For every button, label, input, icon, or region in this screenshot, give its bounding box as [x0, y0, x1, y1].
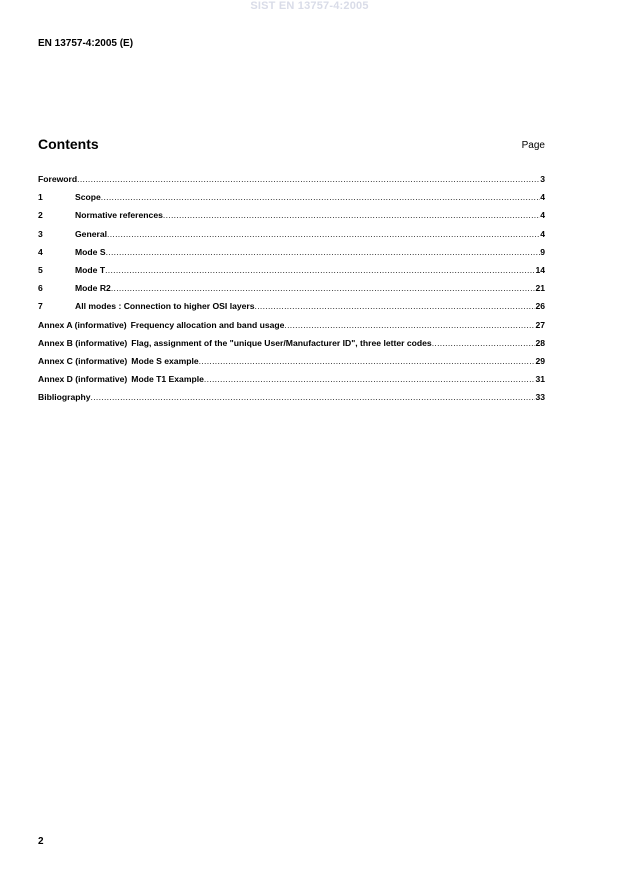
toc-dot-leader [163, 210, 540, 220]
toc-entry-page: 21 [535, 283, 545, 294]
toc-entry[interactable] [38, 210, 545, 228]
toc-entry[interactable] [38, 283, 545, 301]
toc-entry[interactable] [38, 247, 545, 265]
toc-entry-number: Annex D (informative) [38, 374, 128, 385]
toc-entry-number: 4 [38, 246, 43, 257]
toc-entry-page: 26 [535, 301, 545, 312]
toc-entry-page: 27 [535, 319, 545, 330]
toc-entry-number: 1 [38, 192, 43, 203]
toc-dot-leader [111, 283, 536, 293]
toc-entry-page: 4 [540, 228, 545, 239]
toc-entry[interactable] [38, 320, 545, 338]
toc-entry-number: Annex B (informative) [38, 337, 128, 348]
toc-entry-title: Mode T [75, 264, 106, 275]
toc-entry-page: 4 [540, 210, 545, 221]
toc-entry-number: Annex A (informative) [38, 319, 127, 330]
toc-entry-page: 9 [540, 246, 545, 257]
toc-entry-title: Normative references [75, 210, 163, 221]
toc-entry-page: 14 [535, 264, 545, 275]
toc-dot-leader [105, 265, 535, 275]
toc-entry-title: General [75, 228, 108, 239]
toc-entry-page: 28 [535, 337, 545, 348]
toc-entry-title: Mode S [75, 246, 106, 257]
toc-entry-number: 5 [38, 264, 43, 275]
toc-entry-title: Bibliography [38, 392, 91, 403]
contents-heading: Contents [38, 136, 99, 152]
toc-entry-title: Foreword [38, 174, 78, 184]
table-of-contents [38, 174, 545, 410]
toc-entry[interactable] [38, 192, 545, 210]
toc-entry-page: 4 [540, 192, 545, 203]
toc-entry-page: 33 [535, 392, 545, 403]
page-column-label: Page [521, 140, 545, 151]
toc-entry[interactable] [38, 229, 545, 247]
toc-dot-leader [101, 192, 540, 202]
watermark: SIST EN 13757-4:2005 [250, 0, 369, 12]
toc-entry-title: Frequency allocation and band usage [130, 319, 285, 330]
toc-entry-number: 3 [38, 228, 43, 239]
toc-dot-leader [91, 392, 536, 402]
toc-entry-page: 31 [535, 374, 545, 385]
toc-entry[interactable] [38, 265, 545, 283]
toc-entry-number: 7 [38, 301, 43, 312]
toc-entry-title: Mode S example [131, 355, 199, 366]
document-identifier: EN 13757-4:2005 (E) [38, 38, 134, 49]
toc-entry[interactable] [38, 392, 545, 410]
toc-entry-title: Mode R2 [75, 283, 111, 294]
toc-entry-number: 6 [38, 283, 43, 294]
toc-dot-leader [106, 247, 541, 257]
toc-entry-title: Flag, assignment of the "unique User/Manufacturer ID", three letter codes [131, 337, 432, 348]
toc-dot-leader [199, 356, 536, 366]
page-number: 2 [38, 836, 44, 847]
toc-dot-leader [107, 229, 540, 239]
toc-entry-title: Scope [75, 192, 101, 203]
toc-entry[interactable] [38, 374, 545, 392]
toc-dot-leader [255, 301, 536, 311]
toc-entry-number: Annex C (informative) [38, 355, 128, 366]
toc-entry-number: 2 [38, 210, 43, 221]
toc-dot-leader [284, 320, 535, 330]
toc-entry-title: All modes : Connection to higher OSI layers [75, 301, 255, 312]
toc-entry-title: Mode T1 Example [131, 374, 204, 385]
toc-entry-page: 29 [535, 355, 545, 366]
toc-dot-leader [204, 374, 536, 384]
toc-dot-leader [77, 174, 540, 184]
toc-entry[interactable] [38, 174, 545, 192]
toc-entry-page: 3 [540, 174, 545, 184]
toc-entry[interactable] [38, 301, 545, 319]
toc-entry[interactable] [38, 356, 545, 374]
toc-dot-leader [432, 338, 536, 348]
toc-entry[interactable] [38, 338, 545, 356]
